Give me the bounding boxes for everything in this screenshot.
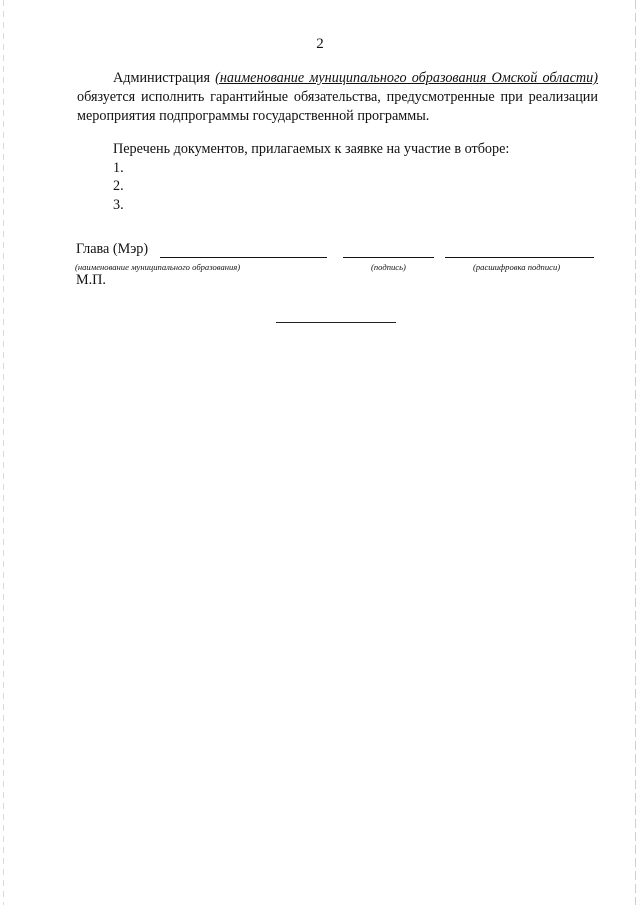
scan-edge-right [635, 0, 636, 905]
list-item: 1. [113, 159, 124, 176]
documents-list [113, 140, 509, 214]
signature-line [343, 257, 434, 258]
caption-municipality: (наименование муниципального образования) [75, 262, 241, 272]
caption-signature: (подпись) [371, 262, 406, 272]
list-item: 3. [113, 196, 124, 213]
guarantee-paragraph-end: обязуется исполнить гарантийные обязательства, предусмотренные при реализации мероприятия подпрограммы государственной программы. [77, 89, 598, 124]
signature-title: Глава (Мэр) [76, 241, 149, 257]
end-of-document-rule [276, 322, 396, 323]
documents-heading: Перечень документов, прилагаемых к заявке на участие в отборе: [113, 141, 510, 157]
municipality-placeholder: (наименование муниципального образования Омской области) [215, 70, 598, 86]
guarantee-paragraph [77, 69, 598, 126]
signature-decryption-line [445, 257, 594, 258]
page-number: 2 [316, 36, 324, 52]
scan-edge-left [3, 0, 4, 905]
guarantee-paragraph-start: Администрация [113, 70, 216, 86]
municipality-name-line [160, 257, 327, 258]
caption-decryption: (расшифровка подписи) [473, 262, 561, 272]
stamp-place-label: М.П. [76, 272, 106, 288]
list-item: 2. [113, 178, 124, 194]
